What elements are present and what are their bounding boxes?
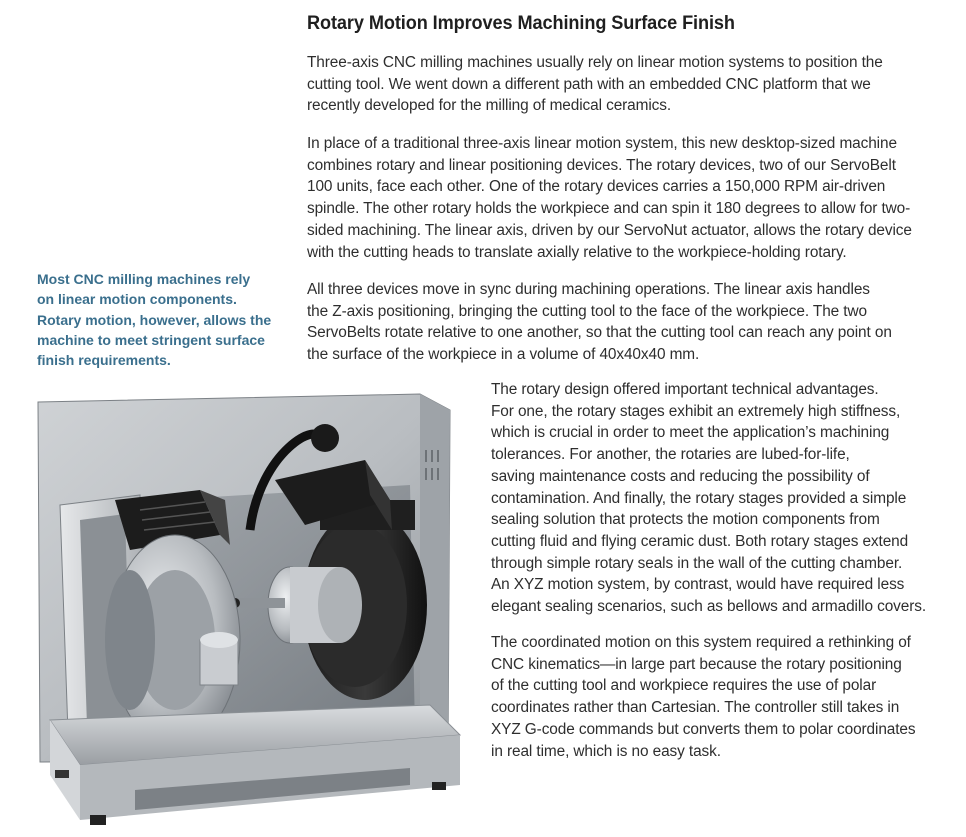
text-line: sealing solution that protects the motion components from [491, 511, 880, 529]
text-line: coordinates rather than Cartesian. The controller still takes in [491, 699, 900, 717]
text-line: which is crucial in order to meet the application’s machining [491, 424, 890, 442]
text-line: the surface of the workpiece in a volume of 40x40x40 mm. [307, 346, 700, 364]
photo-caption [37, 269, 277, 370]
caption-line: on linear motion components. [37, 291, 237, 308]
text-line: elegant sealing scenarios, such as bellows and armadillo covers. [491, 598, 927, 616]
text-line: combines rotary and linear positioning devices. The rotary devices, two of our ServoBelt [307, 156, 896, 174]
text-line: CNC kinematics—in large part because the rotary positioning [491, 655, 902, 673]
paragraph-devices [307, 133, 912, 263]
text-line: tolerances. For another, the rotaries are lubed-for-life, [491, 446, 850, 464]
text-line: the Z-axis positioning, bringing the cutting tool to the face of the workpiece. The two [307, 302, 867, 320]
text-line: XYZ G-code commands but converts them to polar coordinates [491, 720, 916, 738]
text-line: The rotary design offered important technical advantages. [491, 381, 879, 398]
text-line: spindle. The other rotary holds the workpiece and can spin it 180 degrees to allow for two- [307, 200, 911, 218]
article-title: Rotary Motion Improves Machining Surface Finish [307, 12, 735, 34]
paragraph-intro [307, 52, 883, 117]
text-line: cutting fluid and flying ceramic dust. Both rotary stages extend [491, 532, 909, 550]
paragraph-sync [307, 279, 892, 366]
cnc-machine-photo [20, 390, 490, 835]
text-line: of the cutting tool and workpiece requires the use of polar [491, 677, 877, 695]
text-line: 100 units, face each other. One of the rotary devices carries a 150,000 RPM air-driven [307, 178, 886, 196]
paragraph-advantages [491, 379, 926, 618]
text-line: In place of a traditional three-axis linear motion system, this new desktop-sized machine [307, 135, 897, 152]
caption-line: finish requirements. [37, 352, 171, 369]
text-line: in real time, which is no easy task. [491, 742, 721, 760]
caption-line: machine to meet stringent surface [37, 331, 265, 348]
text-line: saving maintenance costs and reducing the possibility of [491, 467, 870, 485]
caption-line: Most CNC milling machines rely [37, 271, 251, 287]
text-line: cutting tool. We went down a different path with an embedded CNC platform that we [307, 75, 871, 93]
text-line: sided machining. The linear axis, driven by our ServoNut actuator, allows the rotary device [307, 221, 912, 239]
text-line: All three devices move in sync during machining operations. The linear axis handles [307, 281, 870, 298]
text-line: ServoBelts rotate relative to one another, so that the cutting tool can reach any point on [307, 324, 892, 342]
text-line: through simple rotary seals in the wall of the cutting chamber. [491, 554, 903, 572]
text-line: with the cutting heads to translate axially relative to the workpiece-holding rotary. [307, 243, 847, 261]
text-line: For one, the rotary stages exhibit an extremely high stiffness, [491, 402, 901, 420]
text-line: contamination. And finally, the rotary stages provided a simple [491, 489, 907, 507]
paragraph-kinematics [491, 632, 916, 762]
text-line: Three-axis CNC milling machines usually rely on linear motion systems to position the [307, 54, 883, 71]
text-line: recently developed for the milling of medical ceramics. [307, 97, 672, 115]
caption-line: Rotary motion, however, allows the [37, 311, 272, 328]
text-line: The coordinated motion on this system required a rethinking of [491, 634, 911, 651]
text-line: An XYZ motion system, by contrast, would have required less [491, 576, 905, 594]
